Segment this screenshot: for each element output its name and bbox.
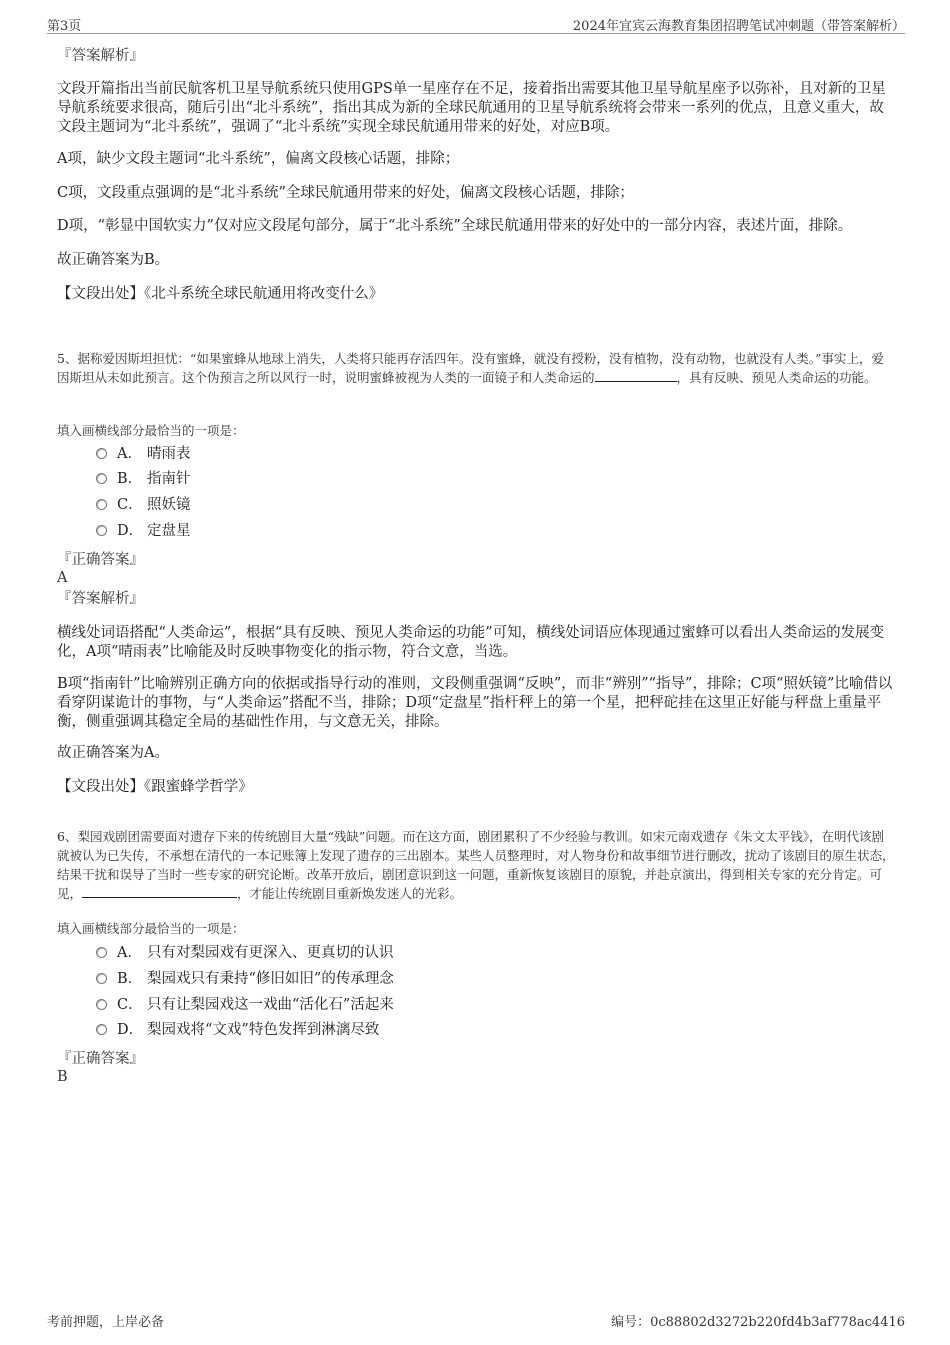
option-text: 照妖镜 <box>147 497 191 513</box>
q6-instruction: 填入画横线部分最恰当的一项是： <box>57 920 245 936</box>
q6-fill-blank <box>82 885 237 898</box>
q5-fill-blank <box>595 369 677 382</box>
option-text: 只有让梨园戏这一戏曲“活化石”活起来 <box>147 997 394 1013</box>
q5-stem-part-2: ，具有反映、预见人类命运的功能。 <box>676 369 877 385</box>
q5-option-b[interactable] <box>96 469 191 489</box>
q6-stem-part-2: ，才能让传统剧目重新焕发迷人的光彩。 <box>237 885 463 901</box>
q6-option-b[interactable] <box>96 969 394 989</box>
radio-button-icon[interactable] <box>96 1024 107 1035</box>
option-letter: D． <box>117 523 144 539</box>
q5-stem-part-1: 5、据称爱因斯坦担忧：“如果蜜蜂从地球上消失，人类将只能再存活四年。没有蜜蜂，就没有授粉，没有植物，没有动物，也就没有人类。”事实上，爱因斯坦从未如此预言。这个伪预言之所以风行一时，说明蜜蜂被视为人类的一面镜子和人类命运的 <box>57 350 884 385</box>
q4-analysis-paragraph-3: C项，文段重点强调的是“北斗系统”全球民航通用带来的好处，偏离文段核心话题，排除； <box>57 185 634 201</box>
q5-source: 【文段出处】《跟蜜蜂学哲学》 <box>57 779 253 795</box>
q4-answer-statement: 故正确答案为B。 <box>57 252 170 268</box>
q5-analysis-label: 『答案解析』 <box>57 591 144 607</box>
q5-stem <box>57 349 895 387</box>
q5-answer-label: 『正确答案』 <box>57 552 144 568</box>
q5-option-d[interactable] <box>96 521 191 541</box>
radio-button-icon[interactable] <box>96 999 107 1010</box>
radio-button-icon[interactable] <box>96 473 107 484</box>
option-text: 指南针 <box>147 471 191 487</box>
option-text: 梨园戏将“文戏”特色发挥到淋漓尽致 <box>147 1022 380 1038</box>
option-text: 只有对梨园戏有更深入、更真切的认识 <box>147 945 394 961</box>
q5-answer-statement: 故正确答案为A。 <box>57 745 169 761</box>
document-code: 编号：0c88802d3272b220fd4b3af778ac4416 <box>611 1315 905 1330</box>
q4-analysis-paragraph-1: 文段开篇指出当前民航客机卫星导航系统只使用GPS单一星座存在不足，接着指出需要其他卫星导航星座予以弥补，且对新的卫星导航系统要求很高，随后引出“北斗系统”，指出其成为新的全球民航通用的卫星导航系统将会带来一系列的优点，且意义重大，故文段主题词为“北斗系统”，强调了“北斗系统”实现全球民航通用带来的好处，对应B项。 <box>57 81 886 135</box>
radio-button-icon[interactable] <box>96 499 107 510</box>
q4-analysis-paragraph-2: A项，缺少文段主题词“北斗系统”，偏离文段核心话题，排除； <box>57 151 460 167</box>
option-letter: B． <box>117 971 143 987</box>
option-letter: C． <box>117 997 143 1013</box>
option-letter: A． <box>117 945 142 961</box>
option-text: 晴雨表 <box>147 446 191 462</box>
q5-analysis-paragraph-1: 横线处词语搭配“人类命运”，根据“具有反映、预见人类命运的功能”可知，横线处词语应体现通过蜜蜂可以看出人类命运的发展变化，A项“晴雨表”比喻能及时反映事物变化的指示物，符合文意，当选。 <box>57 625 885 660</box>
q4-analysis-paragraph-4: D项，“彰显中国软实力”仅对应文段尾句部分，属于“北斗系统”全球民航通用带来的好处中的一部分内容，表述片面，排除。 <box>57 218 853 234</box>
option-letter: A． <box>117 446 142 462</box>
option-letter: C． <box>117 497 143 513</box>
q4-analysis-label: 『答案解析』 <box>57 48 144 64</box>
radio-button-icon[interactable] <box>96 973 107 984</box>
q6-answer: B <box>57 1069 68 1085</box>
q5-answer: A <box>57 570 68 586</box>
q6-option-a[interactable] <box>96 943 394 963</box>
q6-option-c[interactable] <box>96 995 394 1015</box>
option-text: 定盘星 <box>147 523 191 539</box>
q6-option-d[interactable] <box>96 1020 379 1040</box>
page-header <box>47 13 905 34</box>
footer-motto: 考前押题，上岸必备 <box>47 1315 165 1330</box>
radio-button-icon[interactable] <box>96 947 107 958</box>
radio-button-icon[interactable] <box>96 448 107 459</box>
document-title: 2024年宜宾云海教育集团招聘笔试冲刺题（带答案解析） <box>572 19 905 34</box>
q5-instruction: 填入画横线部分最恰当的一项是： <box>57 422 245 438</box>
option-letter: B． <box>117 471 143 487</box>
q5-option-a[interactable] <box>96 444 191 464</box>
page-number: 第3页 <box>47 19 82 34</box>
q5-analysis-paragraph-2: B项“指南针”比喻辨别正确方向的依据或指导行动的准则，文段侧重强调“反映”，而非“辨别”“指导”，排除；C项“照妖镜”比喻借以看穿阴谋诡计的事物，与“人类命运”搭配不当，排除；D项“定盘星”指杆秤上的第一个星，把秤砣挂在这里正好能与秤盘上重量平衡，侧重强调其稳定全局的基础性作用，与文意无关，排除。 <box>57 676 893 730</box>
page-footer <box>47 1311 905 1331</box>
q6-stem <box>57 827 895 903</box>
option-text: 梨园戏只有秉持“修旧如旧”的传承理念 <box>147 971 394 987</box>
option-letter: D． <box>117 1022 144 1038</box>
q6-stem-part-1: 6、梨园戏剧团需要面对遗存下来的传统剧目大量“残缺”问题。而在这方面，剧团累积了不少经验与教训。如宋元南戏遗存《朱文太平钱》，在明代该剧就被认为已失传，不承想在清代的一本记账簿上发现了遗存的三出剧本。某些人员整理时，对人物身份和故事细节进行删改，扰动了该剧目的原生状态，结果干扰和误导了当时一些专家的研究论断。改革开放后，剧团意识到这一问题，重新恢复该剧目的原貌，并赴京演出，得到相关专家的充分肯定。可见， <box>57 828 895 901</box>
q4-source: 【文段出处】《北斗系统全球民航通用将改变什么》 <box>57 286 384 302</box>
q5-option-c[interactable] <box>96 495 191 515</box>
q6-answer-label: 『正确答案』 <box>57 1051 144 1067</box>
radio-button-icon[interactable] <box>96 525 107 536</box>
